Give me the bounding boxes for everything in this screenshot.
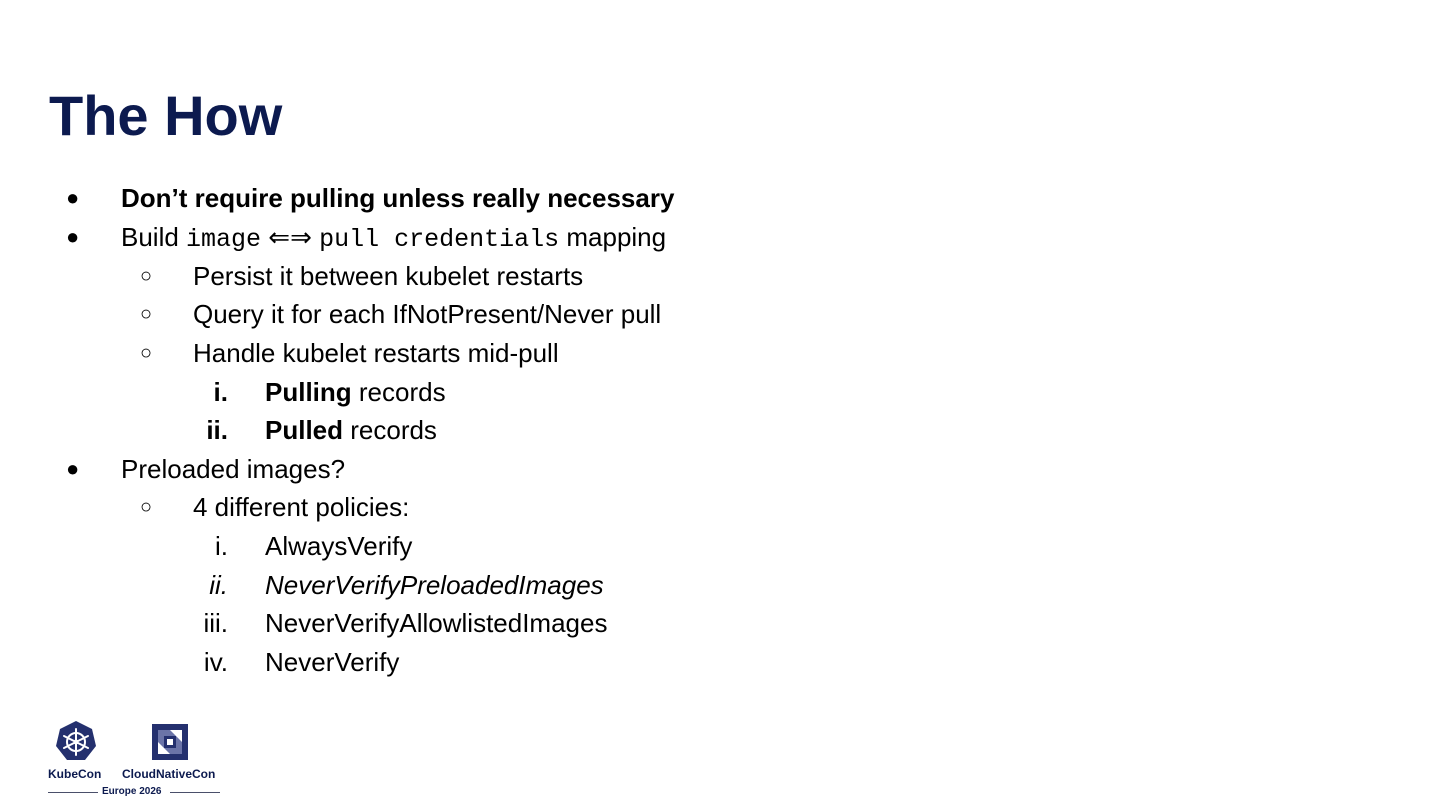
- bidirectional-arrow: ⇐⇒: [261, 222, 320, 252]
- bullet-text: Handle kubelet restarts mid-pull: [193, 338, 559, 368]
- bullet-text-italic: NeverVerifyPreloadedImages: [265, 570, 604, 600]
- bullet-text: mapping: [559, 222, 667, 252]
- roman-marker: iii.: [203, 608, 228, 638]
- bullet-text: records: [351, 377, 446, 407]
- sub-sub-item-pulled: [265, 415, 437, 445]
- bullet-item-mapping: [121, 222, 666, 252]
- roman-marker: i.: [213, 377, 228, 407]
- divider: [48, 792, 98, 793]
- sub-bullet-marker: ○: [140, 496, 153, 518]
- policy-never-verify-allowlisted: [265, 608, 607, 638]
- bullet-text: AlwaysVerify: [265, 531, 413, 561]
- bullet-marker: ●: [66, 224, 80, 249]
- event-name: Europe 2026: [102, 786, 162, 797]
- sub-item-persist: [193, 261, 583, 291]
- policy-never-verify-preloaded: [265, 570, 604, 600]
- policy-always-verify: [265, 531, 412, 561]
- roman-marker: i.: [215, 531, 228, 561]
- kubecon-wordmark: KubeCon: [48, 767, 102, 781]
- bullet-text: NeverVerifyAllowlistedImages: [265, 608, 608, 638]
- bullet-text: Don’t require pulling unless really necessary: [121, 183, 675, 213]
- sub-bullet-marker: ○: [140, 265, 153, 287]
- bullet-text: Preloaded images?: [121, 454, 346, 484]
- bullet-text-bold: Pulling: [265, 377, 352, 407]
- sub-bullet-marker: ○: [140, 342, 153, 364]
- bullet-text: Query it for each IfNotPresent/Never pull: [193, 299, 662, 329]
- sub-item-query: [193, 299, 661, 329]
- sub-bullet-marker: ○: [140, 303, 153, 325]
- sub-sub-item-pulling: [265, 377, 446, 407]
- roman-marker: iv.: [203, 647, 228, 677]
- policy-never-verify: [265, 647, 399, 677]
- code-pull-credentials: pull credentials: [319, 225, 560, 254]
- sub-item-handle-restarts: [193, 338, 559, 368]
- cloudnativecon-wordmark: CloudNativeCon: [122, 767, 216, 781]
- slide-title: The How: [49, 84, 283, 147]
- bullet-item-no-pull: [121, 183, 674, 213]
- bullet-item-preloaded: [121, 454, 345, 484]
- bullet-text: Build: [121, 222, 187, 252]
- bullet-marker: ●: [66, 456, 80, 481]
- code-image: image: [186, 225, 262, 254]
- divider: [170, 792, 220, 793]
- bullet-text: records: [343, 415, 437, 445]
- bullet-text: Persist it between kubelet restarts: [193, 261, 584, 291]
- sub-item-policies: [193, 492, 409, 522]
- roman-marker: ii.: [209, 570, 228, 600]
- bullet-text-bold: Pulled: [265, 415, 344, 445]
- roman-marker: ii.: [206, 415, 228, 445]
- event-logos: [46, 720, 224, 800]
- kubernetes-helm-icon: [56, 720, 96, 762]
- bullet-marker: ●: [66, 185, 80, 210]
- bullet-text: 4 different policies:: [193, 492, 410, 522]
- bullet-text: NeverVerify: [265, 647, 400, 677]
- cncf-icon: [152, 724, 188, 760]
